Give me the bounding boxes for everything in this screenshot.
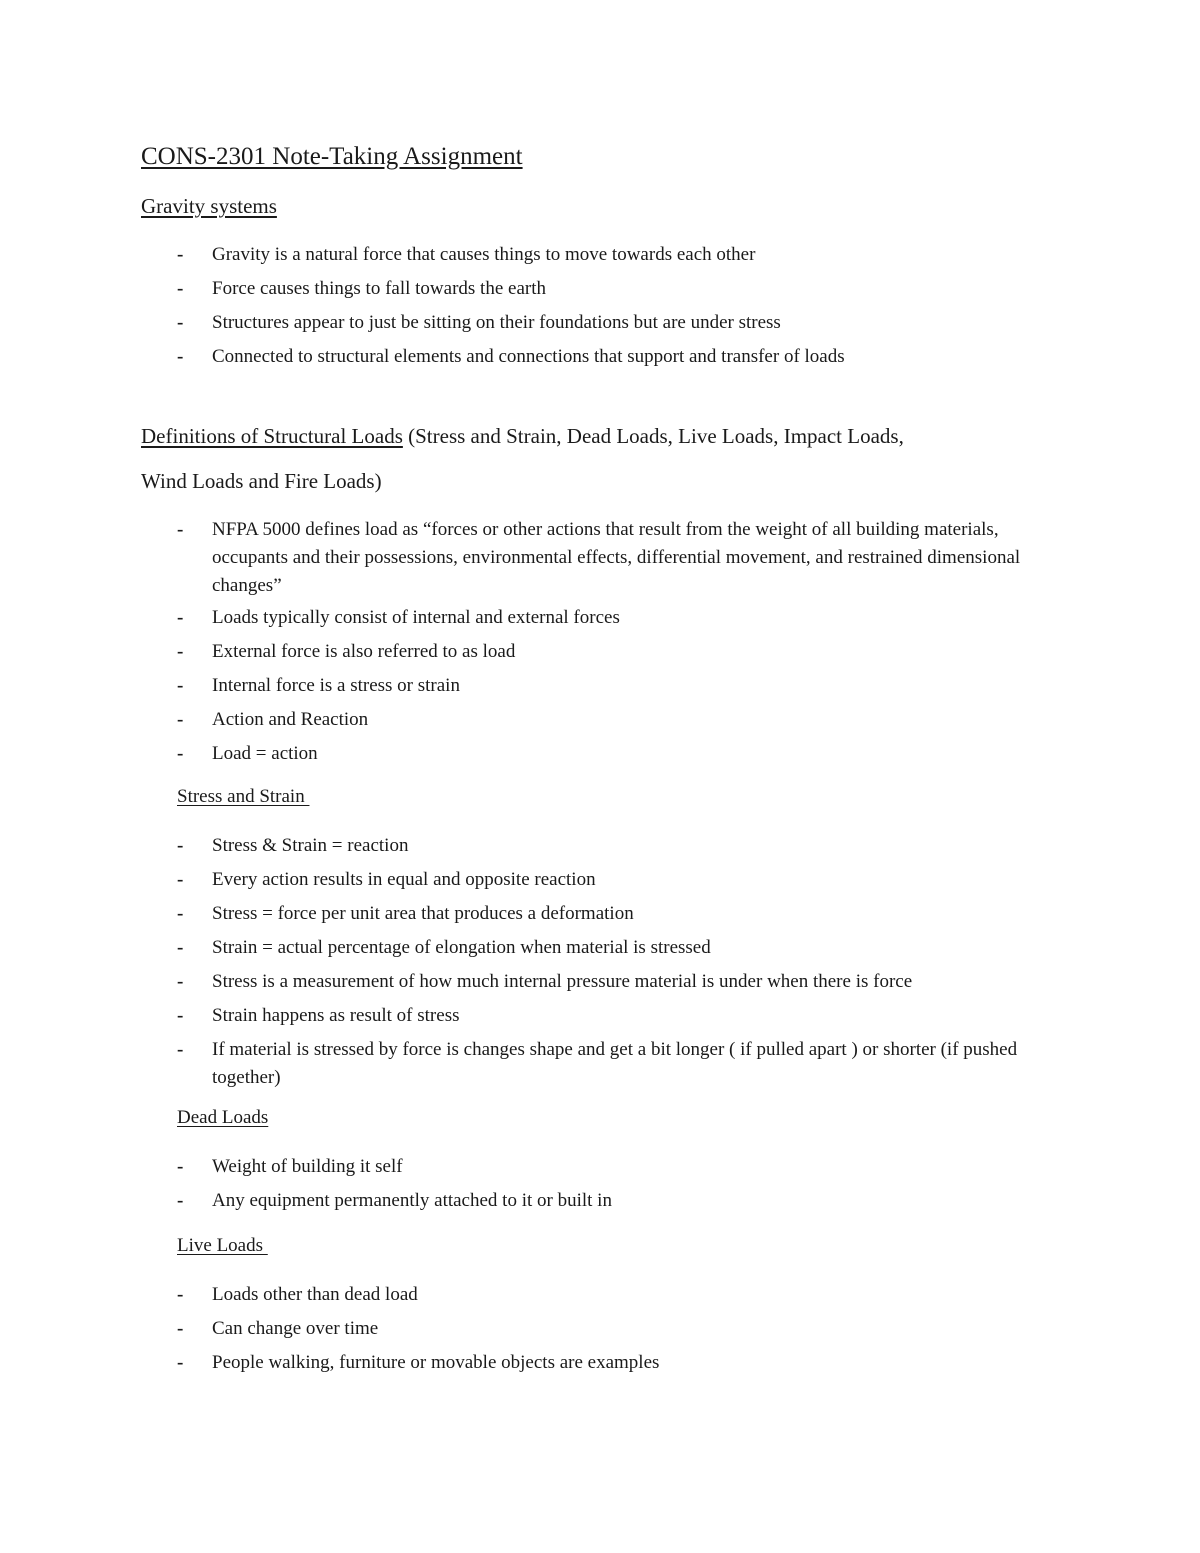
bullet-dash: - bbox=[177, 675, 184, 696]
list-item: - Any equipment permanently attached to it or built in bbox=[0, 1187, 1052, 1215]
stress-strain-list bbox=[0, 832, 1052, 1098]
definitions-list bbox=[0, 516, 1052, 774]
list-item: - Weight of building it self bbox=[0, 1153, 1052, 1181]
dead-loads-list bbox=[0, 1153, 1052, 1221]
list-item: - Stress & Strain = reaction bbox=[0, 832, 1052, 860]
bullet-dash: - bbox=[177, 709, 184, 730]
list-item: - Loads other than dead load bbox=[0, 1281, 1052, 1309]
gravity-systems-list bbox=[0, 241, 1052, 377]
list-item: - Gravity is a natural force that causes things to move towards each other bbox=[0, 241, 1052, 269]
list-item: - Strain happens as result of stress bbox=[0, 1002, 1052, 1030]
list-item: - Force causes things to fall towards the earth bbox=[0, 275, 1052, 303]
document-title: CONS-2301 Note-Taking Assignment bbox=[141, 143, 523, 170]
definitions-heading: Definitions of Structural Loads (Stress and Strain, Dead Loads, Live Loads, Impact Loads, bbox=[141, 424, 904, 448]
dead-loads-heading: Dead Loads bbox=[177, 1107, 269, 1128]
bullet-dash: - bbox=[177, 244, 184, 265]
bullet-dash: - bbox=[177, 1039, 184, 1060]
list-item: - Load = action bbox=[0, 740, 1052, 768]
bullet-dash: - bbox=[177, 1156, 184, 1177]
list-item: - Connected to structural elements and connections that support and transfer of loads bbox=[0, 343, 1052, 371]
bullet-dash: - bbox=[177, 743, 184, 764]
definitions-heading-line2: Wind Loads and Fire Loads) bbox=[141, 469, 382, 493]
list-item: - Internal force is a stress or strain bbox=[0, 672, 1052, 700]
list-item: - Can change over time bbox=[0, 1315, 1052, 1343]
bullet-dash: - bbox=[177, 1190, 184, 1211]
bullet-dash: - bbox=[177, 1284, 184, 1305]
list-item: - Loads typically consist of internal and external forces bbox=[0, 604, 1052, 632]
bullet-dash: - bbox=[177, 903, 184, 924]
bullet-dash: - bbox=[177, 278, 184, 299]
bullet-dash: - bbox=[177, 937, 184, 958]
list-item: - If material is stressed by force is changes shape and get a bit longer ( if pulled apart ) or shorter (if pushed together) bbox=[0, 1036, 1052, 1092]
bullet-dash: - bbox=[177, 607, 184, 628]
bullet-dash: - bbox=[177, 641, 184, 662]
list-item: - Stress = force per unit area that produces a deformation bbox=[0, 900, 1052, 928]
list-item: - Every action results in equal and opposite reaction bbox=[0, 866, 1052, 894]
bullet-dash: - bbox=[177, 869, 184, 890]
list-item: - NFPA 5000 defines load as “forces or other actions that result from the weight of all building materials, occupants and their possessions, environmental effects, differential movement, and restrained dimensional changes” bbox=[0, 516, 1052, 600]
bullet-dash: - bbox=[177, 1005, 184, 1026]
list-item: - External force is also referred to as load bbox=[0, 638, 1052, 666]
live-loads-heading: Live Loads bbox=[177, 1235, 268, 1256]
list-item: - Structures appear to just be sitting on their foundations but are under stress bbox=[0, 309, 1052, 337]
bullet-dash: - bbox=[177, 346, 184, 367]
bullet-dash: - bbox=[177, 835, 184, 856]
list-item: - Stress is a measurement of how much internal pressure material is under when there is force bbox=[0, 968, 1052, 996]
bullet-dash: - bbox=[177, 1352, 184, 1373]
gravity-systems-heading: Gravity systems bbox=[141, 194, 277, 218]
bullet-dash: - bbox=[177, 971, 184, 992]
list-item: - Action and Reaction bbox=[0, 706, 1052, 734]
bullet-dash: - bbox=[177, 1318, 184, 1339]
live-loads-list bbox=[0, 1281, 1052, 1383]
stress-strain-heading: Stress and Strain bbox=[177, 786, 310, 807]
bullet-dash: - bbox=[177, 519, 184, 540]
list-item: - People walking, furniture or movable objects are examples bbox=[0, 1349, 1052, 1377]
list-item: - Strain = actual percentage of elongation when material is stressed bbox=[0, 934, 1052, 962]
bullet-dash: - bbox=[177, 312, 184, 333]
